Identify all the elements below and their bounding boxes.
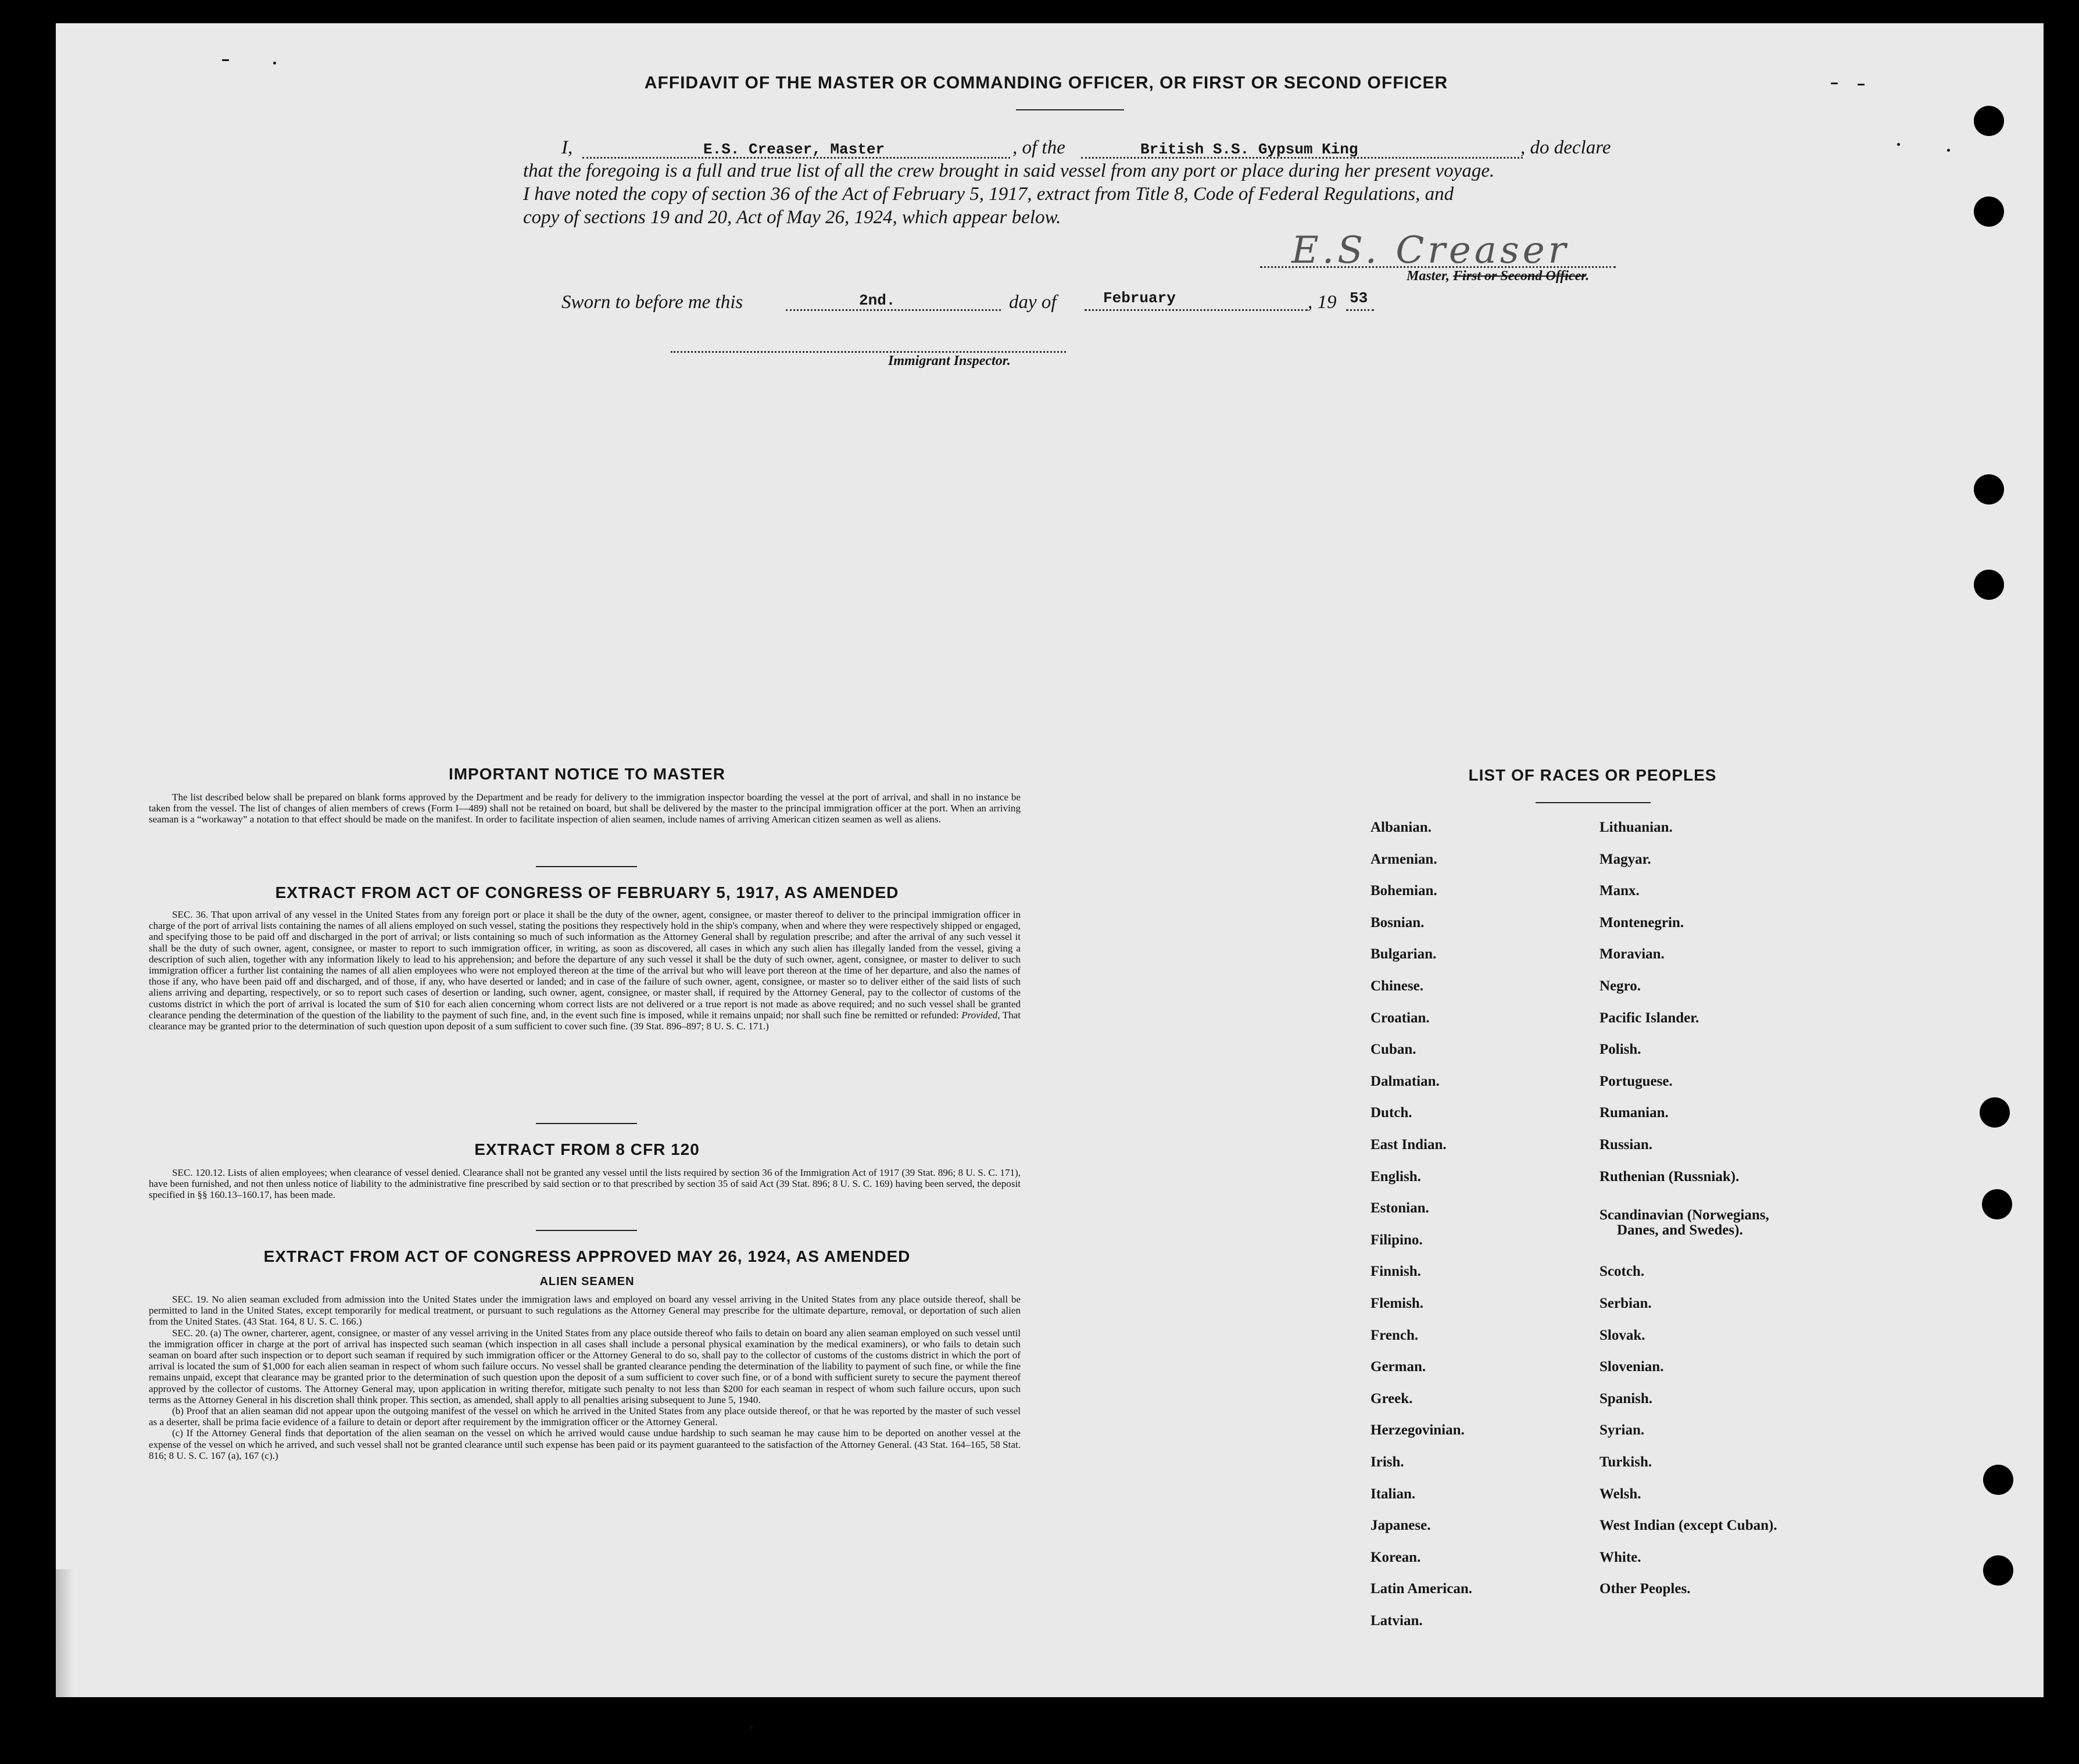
affidavit-line-3: I have noted the copy of section 36 of the Act of February 5, 1917, extract from Title 8, Code of Federal Regulations, and	[523, 184, 1454, 205]
race-item: Chinese.	[1371, 978, 1423, 994]
race-item: Scandinavian (Norwegians,	[1599, 1207, 1769, 1223]
race-item: Cuban.	[1371, 1042, 1416, 1058]
race-item: Albanian.	[1371, 820, 1432, 835]
race-item: Turkish.	[1599, 1454, 1652, 1470]
scan-speck	[222, 59, 229, 61]
scan-speck	[1831, 83, 1838, 84]
race-item: Japanese.	[1371, 1518, 1431, 1534]
race-item: Latvian.	[1371, 1613, 1423, 1629]
alien-seamen-subheading: ALIEN SEAMEN	[539, 1275, 635, 1288]
race-item: Danes, and Swedes).	[1617, 1222, 1743, 1239]
sworn-day-value: 2nd.	[859, 292, 896, 309]
punch-hole	[1980, 1097, 2010, 1128]
race-item: Italian.	[1371, 1486, 1416, 1502]
notice-text	[149, 792, 1021, 825]
race-item: Rumanian.	[1599, 1105, 1669, 1121]
scan-speck	[273, 62, 276, 65]
race-item: Syrian.	[1599, 1422, 1645, 1439]
title-underline	[1016, 109, 1124, 110]
race-item: Armenian.	[1371, 851, 1437, 867]
race-item: Spanish.	[1599, 1390, 1653, 1407]
race-item: Dalmatian.	[1371, 1073, 1440, 1089]
extract-1917-paragraph	[149, 909, 1021, 1032]
sec20b-paragraph: (b) Proof that an alien seaman did not appear upon the outgoing manifest of the vessel on which he arrived in the United States from any place outside thereof, or that he was reported by the master of such vessel as a deserter, shall be prima facie evidence of a failure to detain or deport after requirement by the immigration officer or the Attorney General.	[149, 1405, 1021, 1428]
punch-hole	[1974, 474, 2004, 504]
race-item: German.	[1371, 1359, 1426, 1375]
signature-dotted-line	[1260, 266, 1616, 268]
extract-1917-heading: EXTRACT FROM ACT OF CONGRESS OF FEBRUARY 5, 1917, AS AMENDED	[275, 883, 899, 901]
month-dotted-line	[1085, 309, 1308, 311]
race-item: Latin American.	[1371, 1581, 1472, 1597]
race-item: Welsh.	[1599, 1486, 1641, 1502]
race-item: Croatian.	[1371, 1010, 1430, 1026]
race-item: Magyar.	[1599, 851, 1651, 867]
cfr-paragraph: SEC. 120.12. Lists of alien employees; when clearance of vessel denied. Clearance shall not be granted any vessel until the lists required by section 36 of the Immigration Act of 1917 (39 Stat. 896; 8 U. S. C. 171), have been furnished, and not then unless notice of liability to the administrative fine prescribed by said section or to that prescribed by section 35 of said Act (39 Stat. 896; 8 U. S. C. 169) having been served, the deposit specified in §§ 160.13–160.17, has been made.	[149, 1167, 1021, 1201]
punch-hole	[1974, 106, 2004, 136]
line1-prefix: I,	[561, 137, 573, 158]
scan-speck	[1947, 149, 1950, 152]
punch-hole	[1982, 1189, 2012, 1219]
extract-cfr-heading: EXTRACT FROM 8 CFR 120	[474, 1140, 700, 1158]
extract-cfr-text	[149, 1167, 1021, 1201]
race-item: Russian.	[1599, 1137, 1653, 1153]
race-item: Slovenian.	[1599, 1359, 1664, 1375]
race-item: Ruthenian (Russniak).	[1599, 1168, 1740, 1185]
signer-end: .	[1586, 269, 1590, 284]
notice-paragraph: The list described below shall be prepared on blank forms approved by the Department and be ready for delivery to the immigration inspector boarding the vessel at the port of arrival, and shall in no instance be taken from the vessel. The list of changes of alien members of crews (Form I—489) shall not be retained on board, but shall be delivered by the master to the principal immigration officer at the port. When an arriving seaman is a “workaway” a notation to that effect should be made on the manifest. In order to facilitate inspection of alien seamen, include names of arriving American citizen seamen as well as aliens.	[149, 792, 1021, 825]
race-item: Korean.	[1371, 1549, 1421, 1565]
race-item: Filipino.	[1371, 1232, 1423, 1248]
sec36-text-b: That clearance may be granted prior to the determination of such question upon deposit of a sum sufficient to cover such fine. (39 Stat. 896–897; 8 U. S. C. 171.)	[149, 1009, 1021, 1032]
inspector-label: Immigrant Inspector.	[888, 353, 1011, 368]
race-item: Flemish.	[1371, 1296, 1423, 1311]
punch-hole	[1974, 570, 2004, 600]
race-item: East Indian.	[1371, 1137, 1447, 1153]
signer-title	[1407, 269, 1589, 284]
scan-speck	[750, 1726, 753, 1729]
master-name-value: E.S. Creaser, Master	[703, 141, 885, 158]
race-item: Bohemian.	[1371, 883, 1437, 899]
race-item: White.	[1599, 1549, 1641, 1565]
race-item: Irish.	[1371, 1454, 1404, 1470]
race-item: Negro.	[1599, 978, 1641, 994]
sec20a-paragraph: SEC. 20. (a) The owner, charterer, agent, consignee, or master of any vessel arriving in the United States from any place outside thereof who fails to detain on board any alien seaman employed on such vessel until the immigration officer in charge at the port of arrival has inspected such seaman (which inspection in all cases shall include a personal physical examination by the medical examiners), or who fails to detain such seaman on board after such inspection or to deport such seaman if required by such immigration officer or the Attorney General to do so, shall pay to the collector of customs of the customs district in which the port of arrival is located the sum of $1,000 for each alien seaman in respect of whom such failure occurs. No vessel shall be granted clearance pending the determination of the liability to payment of such fine, or while the fine remains unpaid, except that clearance may be granted prior to the determination of such question upon the deposit of a sum sufficient to cover such fine, or of a bond with sufficient surety to secure the payment thereof approved by the collector of customs. The Attorney General may, upon application in writing therefor, mitigate such penalty to not less than $200 for each seaman in respect of whom such failure occurs, upon such terms as the Attorney General in his discretion shall think proper. This section, as amended, shall apply to all penalties arising subsequent to June 5, 1940.	[149, 1327, 1021, 1405]
extract-1924-heading: EXTRACT FROM ACT OF CONGRESS APPROVED MAY 26, 1924, AS AMENDED	[263, 1247, 911, 1265]
page-edge-shadow	[56, 1569, 73, 1697]
master-signature: E.S. Creaser	[1291, 229, 1570, 272]
inspector-dotted-line	[671, 351, 1066, 353]
scan-speck	[1858, 84, 1865, 85]
race-item: Estonian.	[1371, 1200, 1429, 1216]
race-item: English.	[1371, 1168, 1421, 1185]
race-item: Finnish.	[1371, 1264, 1421, 1280]
race-item: Pacific Islander.	[1599, 1010, 1699, 1026]
race-item: Dutch.	[1371, 1105, 1412, 1121]
race-item: Serbian.	[1599, 1296, 1652, 1311]
punch-hole	[1983, 1465, 2013, 1495]
punch-hole	[1974, 196, 2004, 227]
race-item: West Indian (except Cuban).	[1599, 1518, 1777, 1534]
year-dotted-line	[1346, 309, 1374, 311]
race-item: Moravian.	[1599, 946, 1665, 962]
race-item: Bosnian.	[1371, 914, 1425, 931]
affidavit-line-4: copy of sections 19 and 20, Act of May 26, 1924, which appear below.	[523, 207, 1061, 228]
race-item: Montenegrin.	[1599, 914, 1684, 931]
of-the-label: , of the	[1012, 137, 1065, 158]
year-prefix-label: , 19	[1308, 292, 1337, 313]
sec36-text-a: SEC. 36. That upon arrival of any vessel in the United States from any foreign port or place it shall be the duty of the owner, agent, consignee, or master thereof to deliver to the principal immigration officer in charge of the port of arrival lists containing the names of all aliens employed on such vessel, stating the positions they respectively hold in the ship's company, when and where they were respectively shipped or engaged, and specifying those to be paid off and discharged in the port of arrival; or lists containing so much of such information as the Attorney General shall by regulation prescribe; and after the arrival of any such vessel it shall be the duty of such owner, agent, consignee, or master to report to such immigration officer, in writing, as soon as discovered, all cases in which any such alien has illegally landed from the vessel, giving a description of such alien, together with any information likely to lead to his apprehension; and before the departure of any such vessel it shall be the duty of such owner, agent, consignee, or master to deliver to such immigration officer a further list containing the names of all alien employees who were not employed thereon at the time of the arrival but who will leave port thereon at the time of her departure, and also the names of those if any, who have been paid off and discharged, and of those, if any, who have deserted or landed; and in case of the failure of such owner, agent, consignee, or master so to deliver either of the said lists of such aliens arriving and departing, respectively, or so to report such cases of desertion or landing, such owner, agent, consignee, or master shall, if required by the Attorney General, pay to the collector of customs of the customs district in which the port of arrival is located the sum of $10 for each alien concerning whom correct lists are not delivered or a true report is not made as above required; and no such vessel shall be granted clearance pending the determination of the question of the liability to the payment of such fine, and, in the event such fine is imposed, while it remains unpaid; nor shall such fine be remitted or refunded:	[149, 909, 1021, 1021]
scan-speck	[1897, 143, 1900, 146]
races-heading-underline	[1536, 802, 1651, 803]
sec20c-paragraph: (c) If the Attorney General finds that deportation of the alien seaman on the vessel on which he arrived would cause undue hardship to such seaman he may cause him to be deported on another vessel at the expense of the vessel on which he arrived, and such vessel shall not be granted clearance until such expense has been paid or its payment guaranteed to the satisfaction of the Attorney General. (43 Stat. 164–165, 58 Stat. 816; 8 U. S. C. 167 (a), 167 (c).)	[149, 1427, 1021, 1461]
notice-heading: IMPORTANT NOTICE TO MASTER	[448, 765, 726, 783]
races-heading: LIST OF RACES OR PEOPLES	[1468, 766, 1717, 784]
sec36-provided: Provided,	[961, 1009, 1000, 1021]
punch-hole	[1983, 1555, 2013, 1586]
notice-divider	[536, 866, 637, 867]
race-item: Bulgarian.	[1371, 946, 1437, 962]
affidavit-title: AFFIDAVIT OF THE MASTER OR COMMANDING OFFICER, OR FIRST OR SECOND OFFICER	[644, 73, 1448, 92]
sworn-label: Sworn to before me this	[561, 292, 743, 313]
sworn-month-value: February	[1103, 289, 1176, 307]
vessel-name-value: British S.S. Gypsum King	[1140, 141, 1358, 158]
affidavit-line-2: that the foregoing is a full and true list of all the crew brought in said vessel from any port or place during her present voyage.	[523, 160, 1495, 181]
signer-master: Master,	[1407, 269, 1450, 284]
do-declare-label: , do declare	[1520, 137, 1611, 158]
extract-cfr-divider	[536, 1230, 637, 1231]
race-item: Polish.	[1599, 1042, 1641, 1058]
extract-1917-text	[149, 909, 1021, 1032]
race-item: Manx.	[1599, 883, 1640, 899]
race-item: Greek.	[1371, 1390, 1413, 1407]
day-dotted-line	[786, 309, 1001, 311]
sworn-year-value: 53	[1350, 289, 1368, 307]
race-item: French.	[1371, 1327, 1419, 1343]
race-item: Portuguese.	[1599, 1073, 1673, 1089]
race-item: Scotch.	[1599, 1264, 1645, 1280]
signer-struck-title: First or Second Officer	[1453, 269, 1586, 284]
race-item: Lithuanian.	[1599, 820, 1673, 835]
day-of-label: day of	[1009, 292, 1057, 313]
extract-1924-text	[149, 1294, 1021, 1461]
race-item: Slovak.	[1599, 1327, 1645, 1343]
race-item: Herzegovinian.	[1371, 1422, 1465, 1439]
race-item: Other Peoples.	[1599, 1581, 1691, 1597]
sec19-paragraph: SEC. 19. No alien seaman excluded from admission into the United States under the immigration laws and employed on board any vessel arriving in the United States from any place outside thereof, shall be permitted to land in the United States, except temporarily for medical treatment, or pursuant to such regulations as the Attorney General may prescribe for the ultimate departure, removal, or deportation of such alien from the United States. (43 Stat. 164, 8 U. S. C. 166.)	[149, 1294, 1021, 1328]
extract-1917-divider	[536, 1123, 637, 1124]
